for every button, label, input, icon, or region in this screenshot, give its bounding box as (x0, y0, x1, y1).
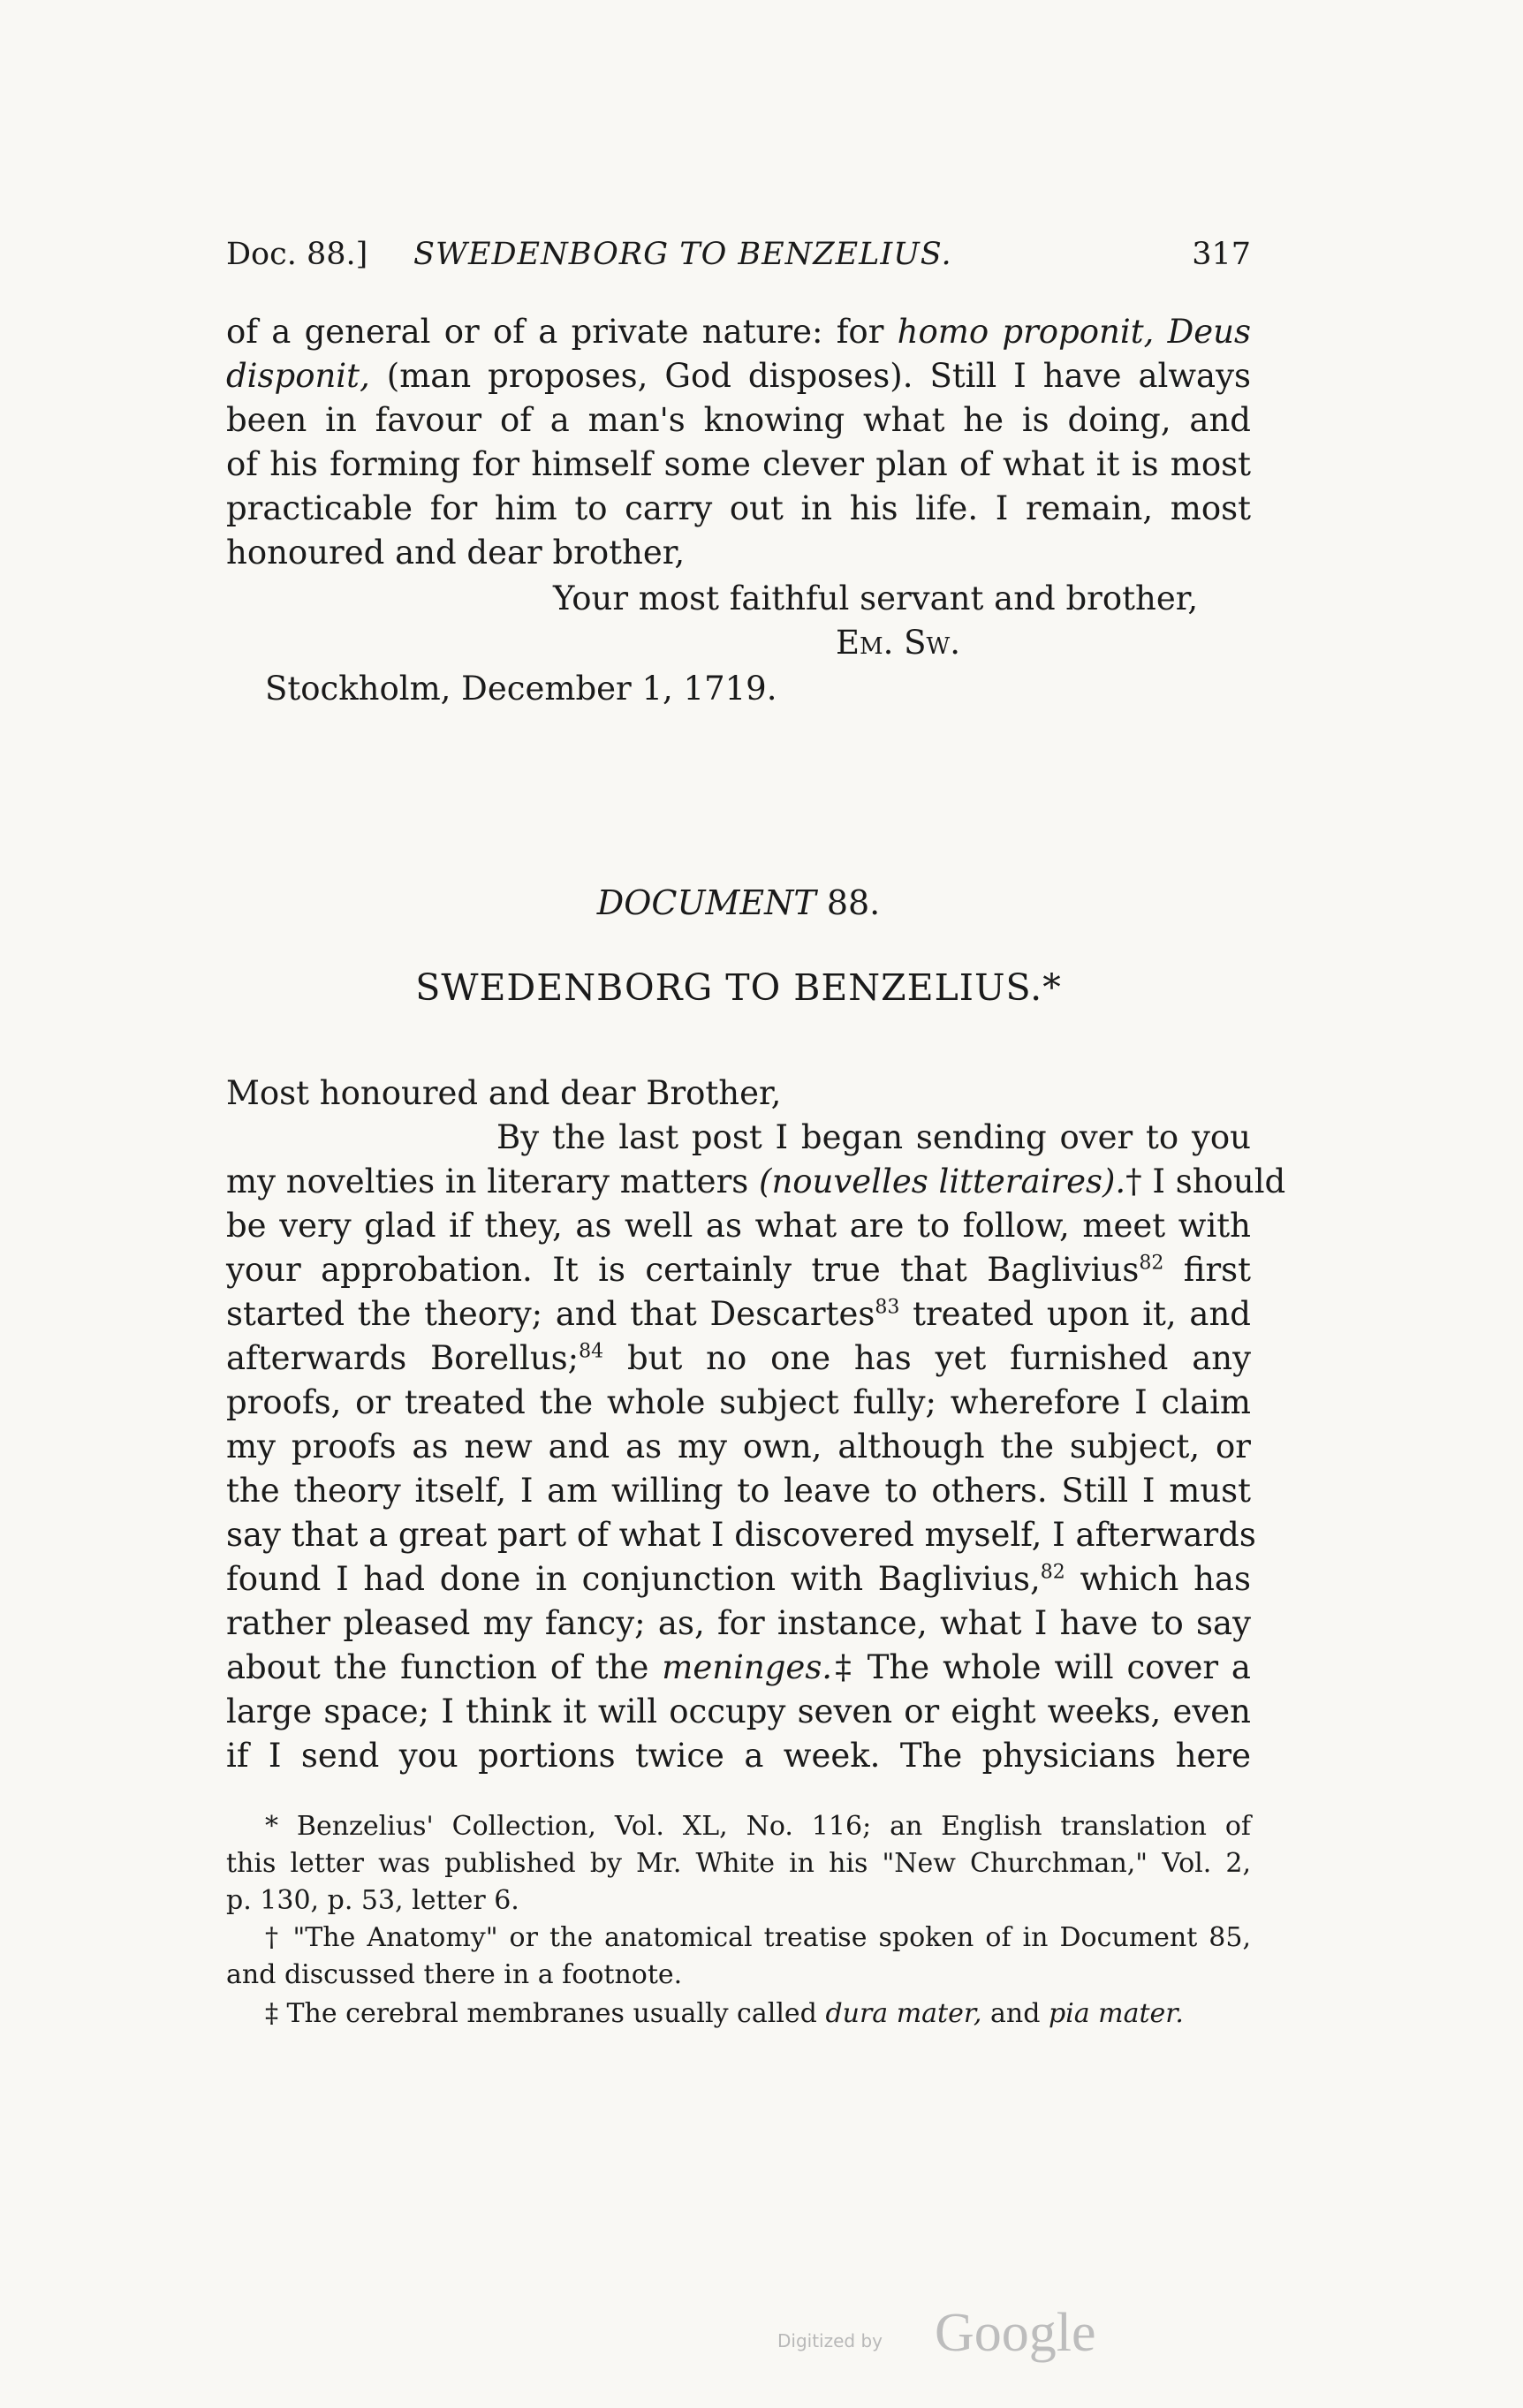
footnote-1: * Benzelius' Collection, Vol. XL, No. 116; an English translation of (265, 1811, 1251, 1842)
text-line: the theory itself, I am willing to leave to others. Still I must (226, 1472, 1251, 1510)
text-line: large space; I think it will occupy seven or eight weeks, even (226, 1692, 1251, 1730)
text-line: if I send you portions twice a week. The physicians here (226, 1737, 1251, 1775)
closing-line: Your most faithful servant and brother, (553, 579, 1199, 617)
text-line: practicable for him to carry out in his life. I remain, most (226, 489, 1251, 527)
text-line: started the theory; and that Descartes$^{83}$ treated upon it, and (226, 1295, 1251, 1333)
footnote-1-line: p. 130, p. 53, letter 6. (226, 1885, 519, 1916)
footnote-2-line: and discussed there in a footnote. (226, 1959, 683, 1990)
text-line: disponit, (man proposes, God disposes). Still I have always (226, 357, 1251, 395)
text-line: of a general or of a private nature: for homo proponit, Deus (226, 313, 1251, 351)
text-line: honoured and dear brother, (226, 534, 686, 572)
header-title: SWEDENBORG TO BENZELIUS. (413, 237, 952, 272)
watermark-small-text: Digitized by (777, 2330, 883, 2351)
running-header (226, 237, 1251, 276)
watermark-logo-text: Google (935, 2303, 1096, 2363)
footnote-2: † "The Anatomy" or the anatomical treatise spoken of in Document 85, (265, 1922, 1251, 1953)
text-line: found I had done in conjunction with Baglivius,$^{82}$ which has (226, 1560, 1251, 1598)
text-line: my proofs as new and as my own, although the subject, or (226, 1427, 1251, 1465)
text-line: my novelties in literary matters (nouvelles litteraires).† I should (226, 1162, 1286, 1200)
text-line: rather pleased my fancy; as, for instance, what I have to say (226, 1604, 1251, 1642)
text-line: about the function of the meninges.‡ The whole will cover a (226, 1648, 1251, 1686)
document-heading (226, 883, 1251, 936)
text-line: of his forming for himself some clever plan of what it is most (226, 445, 1251, 483)
document-label: DOCUMENT (596, 883, 816, 922)
text-line: afterwards Borellus;$^{84}$ but no one has yet furnished any (226, 1339, 1251, 1377)
document-number: 88. (826, 883, 881, 922)
page-number: 317 (1192, 237, 1251, 272)
digitized-watermark (777, 2302, 1131, 2364)
footnote-3: ‡ The cerebral membranes usually called dura mater, and pia mater. (265, 1998, 1184, 2029)
text-line: proofs, or treated the whole subject fully; wherefore I claim (226, 1383, 1251, 1421)
document-title: SWEDENBORG TO BENZELIUS.* (415, 966, 1062, 1009)
text-line: be very glad if they, as well as what are to follow, meet with (226, 1207, 1251, 1245)
header-doc-ref: Doc. 88.] (226, 237, 368, 272)
footnote-1-line: this letter was published by Mr. White in his "New Churchman," Vol. 2, (226, 1848, 1251, 1879)
salutation: Most honoured and dear Brother, (226, 1074, 782, 1112)
text-line: your approbation. It is certainly true that Baglivius$^{82}$ first (226, 1251, 1252, 1289)
text-line: say that a great part of what I discovered myself, I afterwards (226, 1516, 1256, 1554)
signature: Em. Sw. (836, 624, 960, 662)
text-line: By the last post I began sending over to you (496, 1118, 1251, 1156)
dateline: Stockholm, December 1, 1719. (265, 670, 777, 708)
text-line: been in favour of a man's knowing what he is doing, and (226, 401, 1251, 439)
